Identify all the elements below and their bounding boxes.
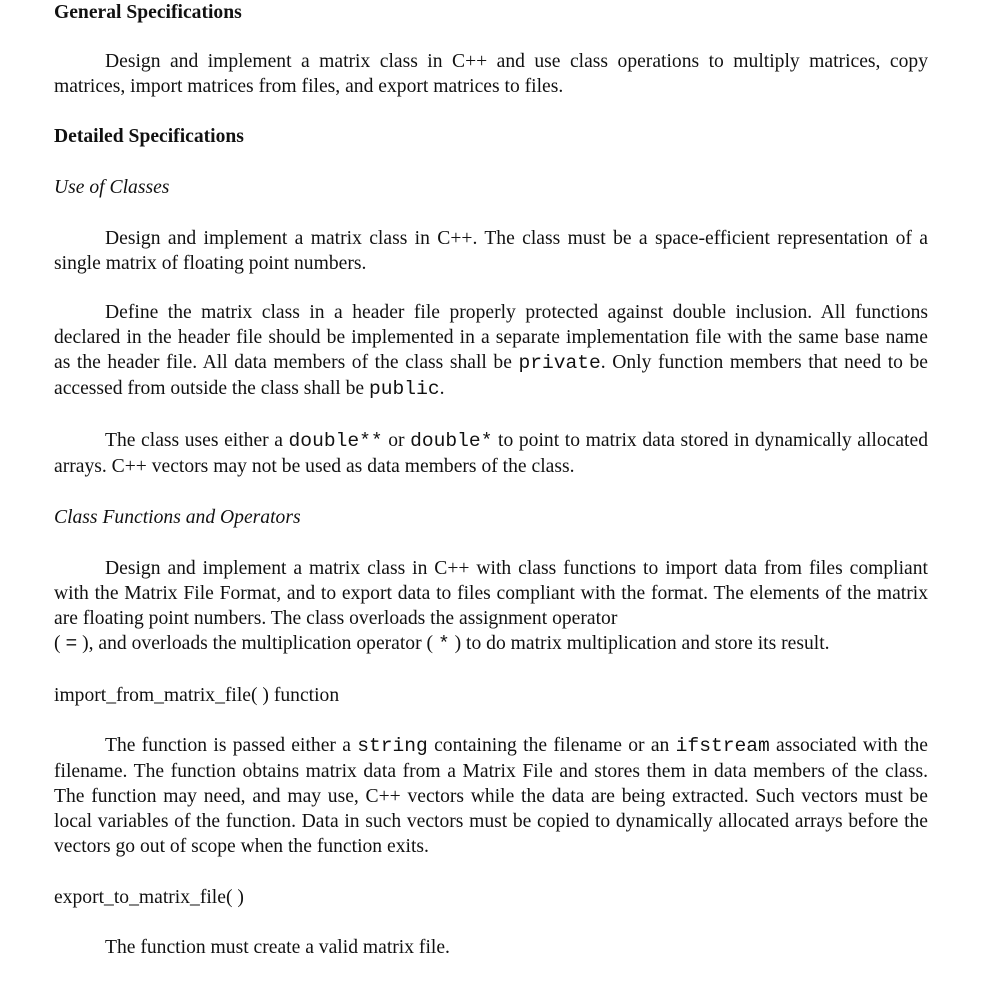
import-p-a: The function is passed either a <box>105 735 358 756</box>
use-p1-text: Design and implement a matrix class in C++. The class must be a space-efficient representation of a single matrix of floating point numbers. <box>54 228 928 274</box>
general-specs-text: Design and implement a matrix class in C++ and use class operations to multiply matrices, copy matrices, import matrices from files, and export matrices to files. <box>54 51 928 97</box>
use-p2-text <box>54 300 928 402</box>
general-specifications-heading <box>54 0 928 26</box>
use-of-classes-paragraph-3 <box>54 428 928 479</box>
import-function-title: import_from_matrix_file( ) function <box>54 685 340 706</box>
export-function-paragraph <box>54 935 928 960</box>
detailed-specifications-heading <box>54 124 928 150</box>
use-p3-text <box>54 428 928 479</box>
import-p-b: containing the filename or an <box>427 735 676 756</box>
func-p1-c: ), and overloads the multiplication operator ( <box>77 633 438 654</box>
use-p3-a: The class uses either a <box>105 430 289 451</box>
multiplication-operator: * <box>437 633 450 655</box>
public-keyword: public <box>369 378 440 400</box>
import-function-paragraph <box>54 733 928 859</box>
use-p3-b: or <box>382 430 411 451</box>
func-p1-text <box>54 556 928 657</box>
class-functions-paragraph <box>54 556 928 657</box>
func-p1-a: Design and implement a matrix class in C++ with class functions to import data from files compliant with the Matrix File Format, and to export data to files compliant with the format. The elements of the matrix are floating point numbers. The class overloads the assignment operator <box>54 558 928 629</box>
use-p3-c: to point to matrix data stored in dynamically allocated arrays. C++ vectors may not be used as data members of the class. <box>54 430 928 477</box>
string-keyword: string <box>357 735 428 757</box>
import-p-c: associated with the filename. The function obtains matrix data from a Matrix File and stores them in data members of the class. The function may need, and may use, C++ vectors while the data are being extracted. Such vectors must be local variables of the function. Data in such vectors must be copied to dynamically allocated arrays before the vectors go out of scope when the function exits. <box>54 735 928 857</box>
detailed-specifications-title: Detailed Specifications <box>54 126 244 147</box>
use-of-classes-paragraph-1 <box>54 226 928 276</box>
export-p-text: The function must create a valid matrix file. <box>105 937 450 958</box>
class-functions-title: Class Functions and Operators <box>54 507 301 528</box>
private-keyword: private <box>518 352 601 374</box>
use-p2-b: . Only function members that need to be accessed from outside the class shall be <box>54 352 928 399</box>
assignment-operator: = <box>65 633 78 655</box>
import-function-heading <box>54 683 928 709</box>
general-specifications-title: General Specifications <box>54 2 242 23</box>
double-pointer-pointer-keyword: double** <box>288 430 383 452</box>
func-p1-b: ( <box>54 633 66 654</box>
use-of-classes-title: Use of Classes <box>54 177 170 198</box>
general-specifications-paragraph <box>54 49 928 99</box>
class-functions-heading <box>54 505 928 531</box>
export-function-heading <box>54 885 928 911</box>
func-p1-d: ) to do matrix multiplication and store its result. <box>449 633 830 654</box>
use-p2-a: Define the matrix class in a header file properly protected against double inclusion. All functions declared in the header file should be implemented in a separate implementation file with the same base name as the header file. All data members of the class shall be <box>54 302 928 373</box>
double-pointer-keyword: double* <box>410 430 493 452</box>
use-p2-c: . <box>439 378 445 399</box>
export-function-title: export_to_matrix_file( ) <box>54 887 244 908</box>
use-of-classes-paragraph-2 <box>54 300 928 402</box>
ifstream-keyword: ifstream <box>675 735 770 757</box>
import-p-text <box>54 733 928 859</box>
use-of-classes-heading <box>54 175 928 201</box>
